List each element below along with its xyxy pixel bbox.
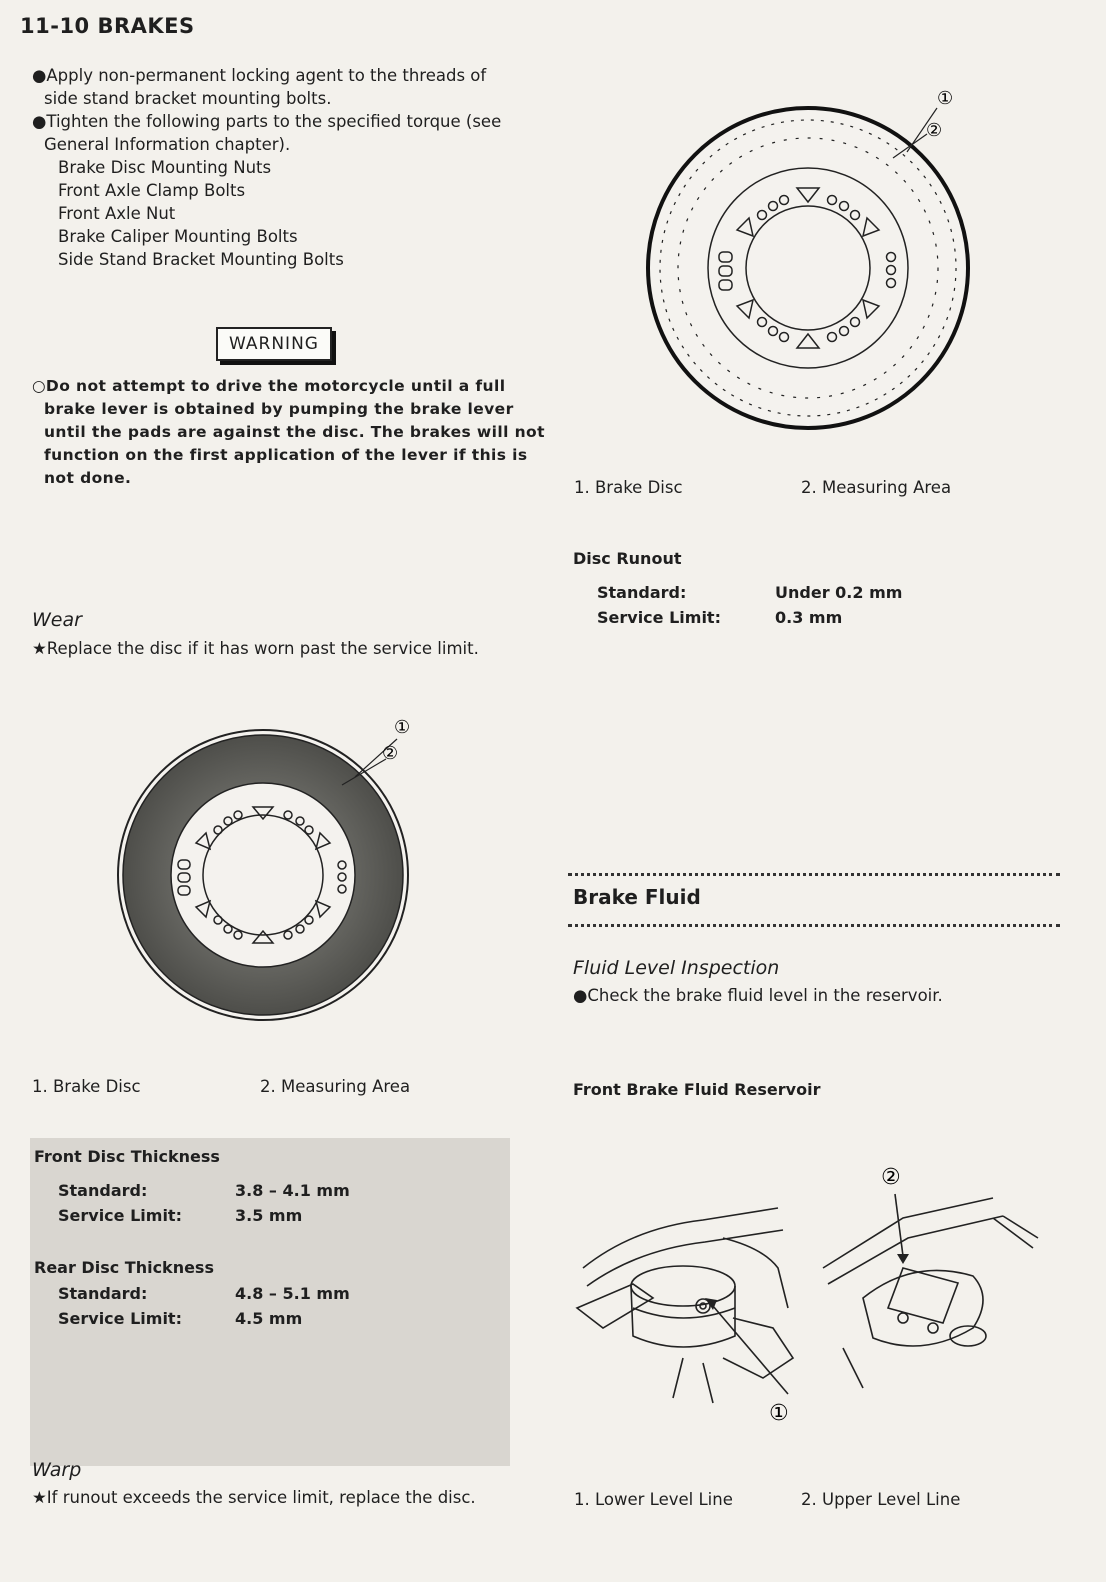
bullet-locking-agent: ●Apply non-permanent locking agent to the threads of (32, 66, 487, 85)
page-header: 11-10 BRAKES (20, 14, 195, 38)
wear-heading: Wear (32, 609, 82, 631)
intro-bullets (32, 64, 501, 271)
front-standard-label: Standard: (58, 1181, 148, 1200)
reservoir-caption-2: 2. Upper Level Line (801, 1490, 961, 1509)
runout-limit-value: 0.3 mm (775, 608, 843, 627)
section-divider-bottom (568, 924, 1060, 927)
list-item: Brake Disc Mounting Nuts (58, 158, 272, 177)
list-item: Brake Caliper Mounting Bolts (58, 227, 298, 246)
reservoir-title: Front Brake Fluid Reservoir (573, 1080, 821, 1099)
disc-runout-title: Disc Runout (573, 549, 682, 568)
rear-standard-value: 4.8 – 5.1 mm (235, 1284, 350, 1303)
lower-level-arrow (713, 1306, 788, 1394)
rear-limit-value: 4.5 mm (235, 1309, 303, 1328)
front-thickness-title: Front Disc Thickness (34, 1147, 220, 1166)
fluid-inspection-heading: Fluid Level Inspection (573, 957, 780, 979)
bullet-locking-agent-cont: side stand bracket mounting bolts. (44, 89, 332, 108)
front-limit-label: Service Limit: (58, 1206, 182, 1225)
warning-label: WARNING (216, 327, 332, 361)
bullet-torque: ●Tighten the following parts to the specified torque (see (32, 112, 502, 131)
rear-thickness-title: Rear Disc Thickness (34, 1258, 214, 1277)
fluid-inspection-text: ●Check the brake fluid level in the reservoir. (573, 986, 943, 1005)
rear-standard-label: Standard: (58, 1284, 148, 1303)
warning-line: function on the first application of the lever if this is (44, 446, 528, 464)
warp-text: ★If runout exceeds the service limit, replace the disc. (32, 1488, 476, 1507)
runout-standard-label: Standard: (597, 583, 687, 602)
rear-limit-label: Service Limit: (58, 1309, 182, 1328)
runout-caption-2: 2. Measuring Area (801, 478, 952, 497)
arrow-head-icon (897, 1254, 909, 1264)
warning-line: ○Do not attempt to drive the motorcycle until a full (32, 377, 506, 395)
callout-2: ② (881, 1165, 901, 1190)
warning-line: until the pads are against the disc. The brakes will not (44, 423, 545, 441)
upper-level-arrow (895, 1194, 903, 1256)
brake-disc-runout-diagram (645, 88, 975, 432)
hub-inner-ring (746, 206, 870, 330)
front-limit-value: 3.5 mm (235, 1206, 303, 1225)
torque-parts-list (32, 156, 501, 271)
warning-line: not done. (44, 469, 132, 487)
runout-caption-1: 1. Brake Disc (574, 478, 683, 497)
list-item: Front Axle Nut (58, 204, 176, 223)
callout-1: ① (769, 1401, 789, 1426)
bullet-torque-cont: General Information chapter). (44, 135, 291, 154)
wear-caption-2: 2. Measuring Area (260, 1077, 411, 1096)
warning-text (32, 375, 545, 490)
wear-text: ★Replace the disc if it has worn past the service limit. (32, 639, 479, 658)
wear-caption-1: 1. Brake Disc (32, 1077, 141, 1096)
warning-line: brake lever is obtained by pumping the brake lever (44, 400, 514, 418)
callout-1: ① (937, 88, 954, 109)
callout-2: ② (382, 743, 399, 764)
list-item: Side Stand Bracket Mounting Bolts (58, 250, 344, 269)
runout-standard-value: Under 0.2 mm (775, 583, 903, 602)
handlebar-right-drawing (823, 1198, 1038, 1388)
handlebar-left-drawing (577, 1208, 793, 1403)
front-brake-reservoir-diagram (573, 1158, 1043, 1428)
reservoir-caption-1: 1. Lower Level Line (574, 1490, 733, 1509)
brake-fluid-title: Brake Fluid (573, 885, 701, 909)
front-standard-value: 3.8 – 4.1 mm (235, 1181, 350, 1200)
callout-2: ② (926, 120, 943, 141)
list-item: Front Axle Clamp Bolts (58, 181, 246, 200)
callout-1: ① (394, 717, 411, 738)
runout-limit-label: Service Limit: (597, 608, 721, 627)
brake-disc-wear-diagram (110, 715, 420, 1015)
warp-heading: Warp (32, 1459, 82, 1481)
section-divider-top (568, 873, 1060, 876)
